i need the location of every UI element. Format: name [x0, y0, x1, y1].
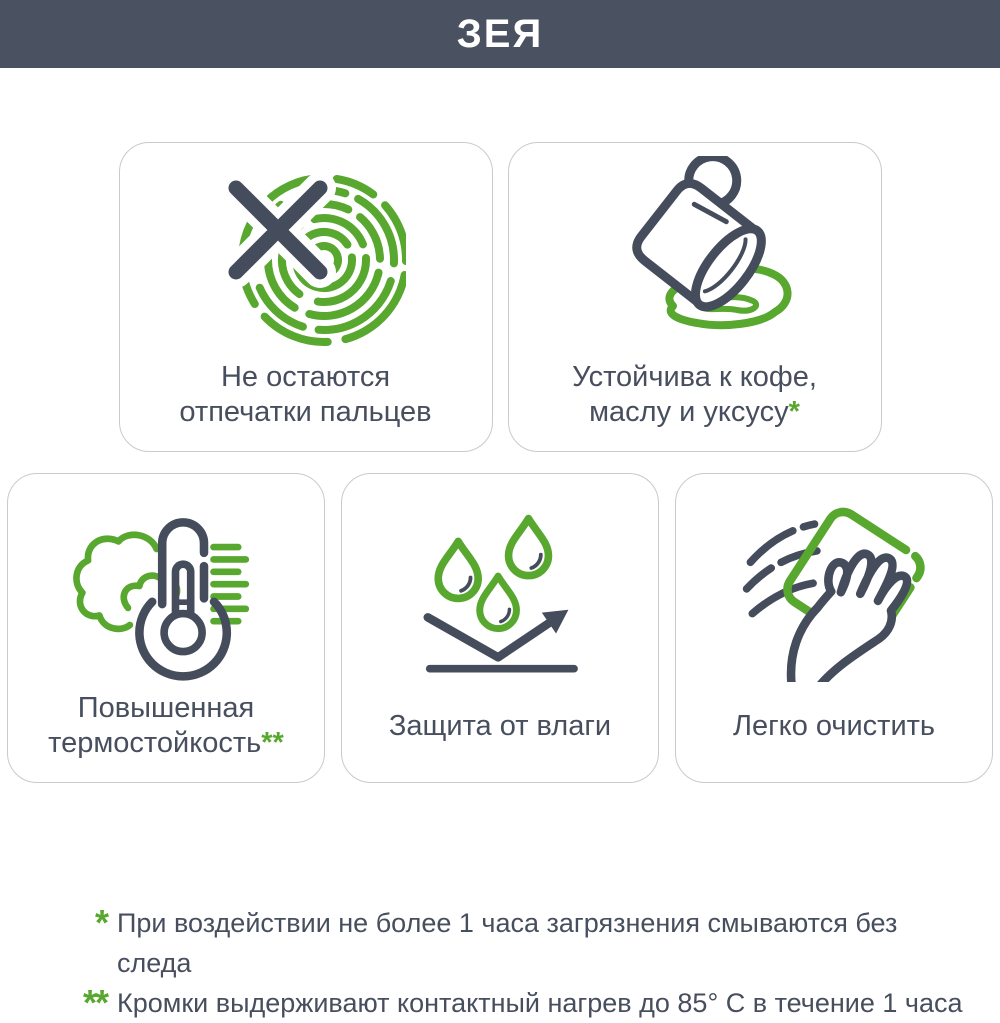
footnote-marker-inline: *	[788, 396, 800, 428]
caption-line: маслу и уксусу*	[589, 396, 800, 428]
footnote-2-text: Кромки выдерживают контактный нагрев до 85° C в течение 1 часа	[117, 988, 963, 1018]
feature-caption	[509, 357, 881, 433]
caption-line: Защита от влаги	[388, 709, 612, 742]
caption-line: отпечатки пальцев	[179, 396, 432, 428]
page-title: ЗЕЯ	[456, 11, 544, 56]
hand-cloth-icon	[676, 474, 992, 688]
footnote-1	[62, 903, 970, 983]
caption-line: Не остаются	[220, 361, 391, 393]
caption-line: Легко очистить	[732, 709, 936, 742]
caption-line: Повышенная	[77, 692, 255, 724]
feature-caption	[8, 688, 324, 764]
feature-row-1	[0, 142, 1000, 452]
feature-card-moisture-protection	[341, 473, 659, 783]
footnote-2-marker: **	[82, 982, 107, 1023]
caption-line: Устойчива к кофе,	[572, 361, 817, 393]
footnotes	[0, 903, 1000, 1023]
footnote-2	[62, 983, 970, 1023]
feature-row-2	[0, 473, 1000, 783]
footnote-marker-inline: **	[261, 727, 284, 759]
feature-caption	[342, 688, 658, 764]
feature-caption	[120, 357, 492, 433]
feature-card-no-fingerprints	[119, 142, 493, 452]
spilled-cup-icon	[509, 143, 881, 357]
feature-card-easy-to-clean	[675, 473, 993, 783]
fingerprint-crossed-icon	[120, 143, 492, 357]
thermometer-steam-icon	[8, 474, 324, 688]
feature-card-heat-resistant	[7, 473, 325, 783]
footnote-1-text: При воздействии не более 1 часа загрязнения смываются без следа	[117, 908, 898, 978]
footnote-1-marker: *	[94, 902, 107, 943]
feature-caption	[676, 688, 992, 764]
water-drops-arrow-icon	[342, 474, 658, 688]
caption-line: термостойкость**	[48, 727, 284, 759]
feature-card-stain-resistant	[508, 142, 882, 452]
header-bar	[0, 0, 1000, 68]
